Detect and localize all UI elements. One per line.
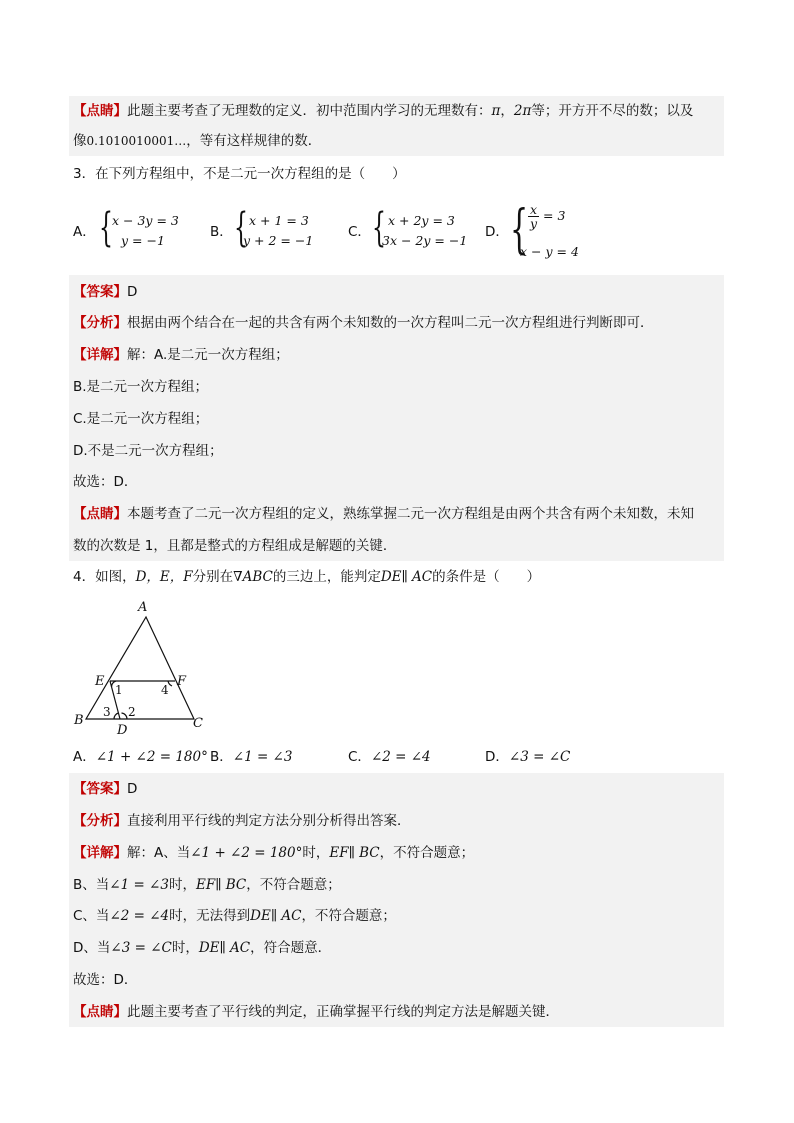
q3-note-1: 【点睛】本题考查了二元一次方程组的定义，熟练掌握二元一次方程组是由两个共含有两个未知数，未知 — [73, 506, 694, 522]
q4-note: 【点睛】此题主要考查了平行线的判定，正确掌握平行线的判定方法是解题关键． — [73, 1004, 559, 1020]
q3-detail-1: 【详解】解：A.是二元一次方程组； — [73, 347, 289, 363]
angle-label-1: 1 — [115, 683, 123, 697]
q3-option-c-eq1: x + 2y = 3 — [388, 213, 455, 228]
q3-option-b-label: B． — [210, 224, 233, 240]
q3-note-2: 数的次数是 1，且都是整式的方程组成是解题的关键． — [73, 538, 397, 554]
q3-option-d-fraction: $\frac{x}{y}$ — [530, 202, 538, 231]
q3-detail-5: 故选：D． — [73, 474, 138, 490]
q3-option-d-brace: { — [510, 200, 529, 260]
q3-option-a-label: A． — [73, 224, 96, 240]
q3-option-c-brace: { — [372, 205, 386, 251]
q4-option-a: A．∠1 + ∠2 = 180° — [73, 749, 208, 765]
angle-arc-3 — [114, 713, 119, 719]
note-tag: 【点睛】 — [73, 103, 127, 119]
q3-detail-3: C.是二元一次方程组； — [73, 411, 209, 427]
q3-option-c-eq2: 3x − 2y = −1 — [382, 233, 468, 248]
q3-option-d-eq1: $\frac{x}{y}$ = 3 — [530, 202, 566, 231]
q4-detail-5: 故选：D． — [73, 972, 138, 988]
q3-detail-4: D.不是二元一次方程组； — [73, 443, 223, 459]
q4-option-d: D．∠3 = ∠C — [485, 749, 571, 765]
angle-arc-2 — [122, 713, 128, 719]
q3-option-d-label: D． — [485, 224, 509, 240]
q3-option-b-eq1: x + 1 = 3 — [249, 213, 309, 228]
q3-answer: 【答案】D — [73, 284, 138, 300]
label-c: C — [193, 716, 203, 731]
q4-detail-3: C、当∠2 = ∠4时，无法得到DE∥ AC，不符合题意； — [73, 908, 396, 924]
q3-option-c-label: C． — [348, 224, 371, 240]
intro-note-line-2: 像0.1010010001…，等有这样规律的数． — [73, 133, 322, 149]
q3-option-d-eq2: x − y = 4 — [520, 244, 579, 259]
triangle-abc — [86, 617, 194, 719]
angle-label-4: 4 — [161, 683, 169, 697]
q4-option-c: C．∠2 = ∠4 — [348, 749, 431, 765]
angle-label-3: 3 — [103, 705, 111, 719]
label-f: F — [177, 674, 187, 689]
q4-analysis: 【分析】直接利用平行线的判定方法分别分析得出答案． — [73, 813, 411, 829]
q3-stem: 3．在下列方程组中，不是二元一次方程组的是（ ） — [73, 166, 406, 182]
q3-option-a-eq2: y = −1 — [121, 233, 165, 248]
label-d: D — [117, 723, 128, 738]
label-a: A — [138, 600, 148, 615]
label-e: E — [95, 674, 105, 689]
q3-option-b-brace: { — [234, 205, 248, 251]
q3-detail-2: B.是二元一次方程组； — [73, 379, 209, 395]
q3-option-a-brace: { — [99, 205, 113, 251]
q3-analysis: 【分析】根据由两个结合在一起的共含有两个未知数的一次方程叫二元一次方程组进行判断即可． — [73, 315, 654, 331]
triangle-figure — [70, 595, 220, 740]
q4-detail-2: B、当∠1 = ∠3时，EF∥ BC，不符合题意； — [73, 877, 341, 893]
label-b: B — [74, 713, 84, 728]
q4-option-b: B．∠1 = ∠3 — [210, 749, 293, 765]
intro-note-line-1: 【点睛】此题主要考查了无理数的定义．初中范围内学习的无理数有：π，2π等；开方开不尽的数；以及 — [73, 103, 694, 119]
q4-detail-4: D、当∠3 = ∠C时，DE∥ AC，符合题意． — [73, 940, 332, 956]
q4-answer: 【答案】D — [73, 781, 138, 797]
angle-label-2: 2 — [128, 705, 136, 719]
q4-stem: 4．如图，D，E，F分别在∇ABC的三边上，能判定DE∥ AC的条件是（ ） — [73, 569, 541, 585]
q3-option-b-eq2: y + 2 = −1 — [243, 233, 314, 248]
q4-detail-1: 【详解】解：A、当∠1 + ∠2 = 180°时，EF∥ BC，不符合题意； — [73, 845, 475, 861]
q3-option-a-eq1: x − 3y = 3 — [112, 213, 179, 228]
